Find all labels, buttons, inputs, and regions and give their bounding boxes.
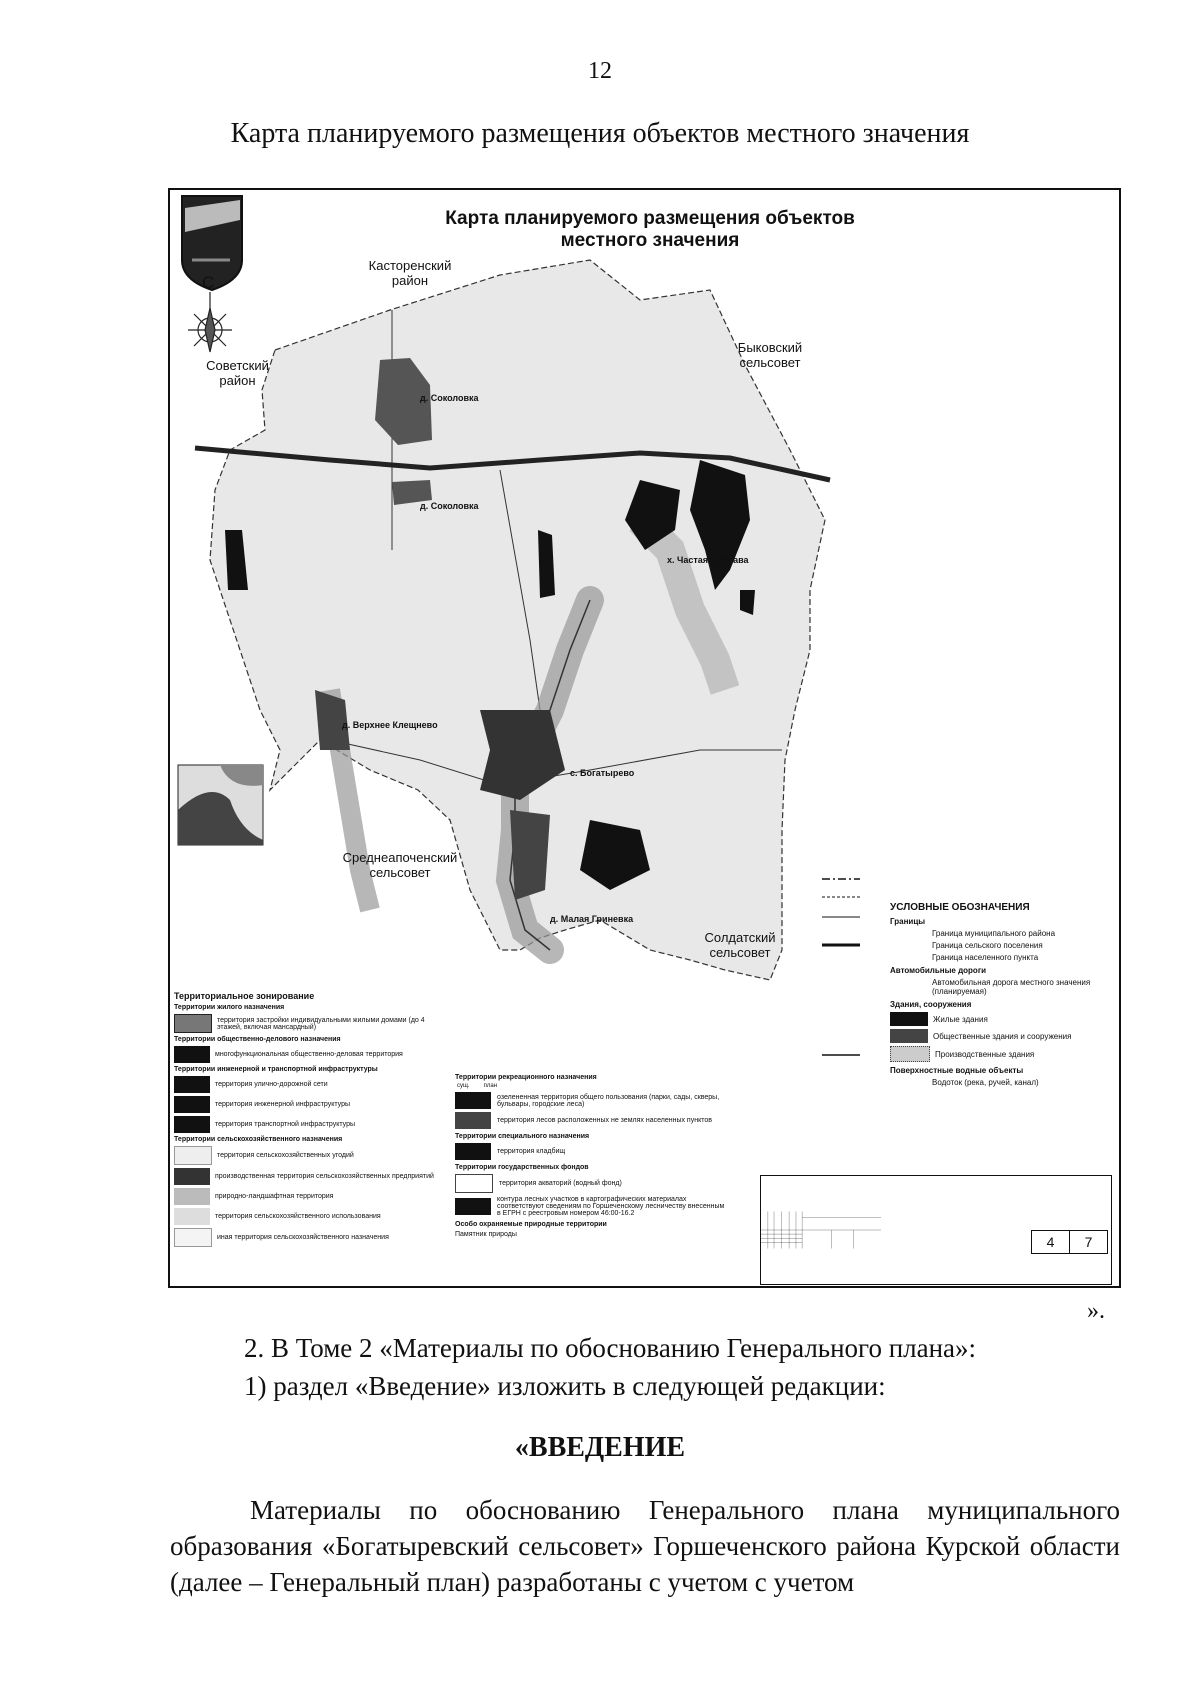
legend-item: иная территория сельскохозяйственного назначения (174, 1228, 444, 1247)
legend-item: Общественные здания и сооружения (890, 1029, 1110, 1043)
legend-title: Территориальное зонирование (174, 991, 315, 1001)
neighbor-label-sredneapochensky: Среднеапоченский сельсовет (342, 850, 458, 880)
legend-title: УСЛОВНЫЕ ОБОЗНАЧЕНИЯ (890, 902, 1030, 913)
title-block-stamp (760, 1175, 1112, 1285)
legend-item: Граница населенного пункта (932, 953, 1039, 962)
legend-section-header: Территории специального назначения (455, 1133, 590, 1140)
body-paragraph: Материалы по обоснованию Генерального плана муниципального образования «Богатыревский сельсовет» Горшеченского района Курской области (далее – Генеральный план) разработаны с учетом с учетом (170, 1495, 1120, 1597)
paragraph-item-2-1: 1) раздел «Введение» изложить в следующей редакции: (244, 1371, 886, 1401)
sheet-number: 4 (1046, 1234, 1055, 1250)
legend-item: Жилые здания (890, 1012, 1110, 1026)
map-figure (168, 188, 1121, 1288)
legend-main (890, 900, 1110, 1090)
settlement-label: д. Соколовка (420, 501, 479, 511)
legend-item: Граница муниципального района (932, 929, 1056, 938)
legend-other-zones (455, 1070, 725, 1241)
map-title-line: местного значения (560, 230, 740, 251)
legend-section-header: Территории сельскохозяйственного назначения (174, 1136, 343, 1143)
legend-item: производственная территория сельскохозяйственных предприятий (174, 1168, 444, 1185)
section-heading: «ВВЕДЕНИЕ (514, 1432, 686, 1463)
north-label: С (202, 273, 215, 292)
legend-item: территория сельскохозяйственных угодий (174, 1146, 444, 1165)
legend-section-header: Границы (890, 917, 926, 926)
closing-quote: ». (1087, 1298, 1105, 1324)
map-title-line: Карта планируемого размещения объектов (445, 208, 855, 229)
legend-column-header: план (483, 1083, 498, 1089)
legend-item: контура лесных участков в картографических материалах соответствуют сведениям по Горшеченскому лесничеству внесенным в ЕГРН с реестровым номером 46:00-16.2 (455, 1196, 725, 1217)
page-number: 12 (588, 58, 612, 84)
neighbor-label-bykovsky: Быковский сельсовет (737, 340, 803, 370)
settlement-label: д. Малая Гриневка (550, 914, 634, 924)
compass-rose-icon (188, 292, 232, 352)
paragraph-item-2: 2. В Томе 2 «Материалы по обоснованию Генерального плана»: (244, 1333, 977, 1363)
legend-item: Автомобильная дорога местного значения (планируемая) (932, 978, 1091, 996)
legend-column-header: сущ. (457, 1083, 470, 1089)
neighbor-label-kastorensky: Касторенский район (368, 258, 452, 288)
legend-item: территория транспортной инфраструктуры (174, 1116, 444, 1133)
legend-item: многофункциональная общественно-деловая территория (174, 1046, 444, 1063)
settlement-label: д. Соколовка (420, 393, 479, 403)
legend-item: территория застройки индивидуальными жилыми домами (до 4 этажей, включая мансардный) (174, 1014, 444, 1033)
settlement-label: с. Богатырево (570, 768, 635, 778)
legend-section-header: Территории государственных фондов (455, 1164, 589, 1171)
legend-section-header: Территории общественно-делового назначения (174, 1036, 341, 1043)
neighbor-label-soldatsky: Солдатский сельсовет (704, 930, 776, 960)
legend-item: природно-ландшафтная территория (174, 1188, 444, 1205)
legend-section-header: Территории рекреационного назначения (455, 1074, 597, 1081)
legend-item: Водоток (река, ручей, канал) (932, 1078, 1039, 1087)
legend-section-header: Автомобильные дороги (890, 966, 987, 975)
legend-item: территория кладбищ (455, 1143, 725, 1160)
document-title: Карта планируемого размещения объектов местного значения (230, 118, 970, 149)
legend-section-header: Поверхностные водные объекты (890, 1066, 1024, 1075)
sheet-numbers (1031, 1230, 1108, 1254)
stamp-grid (761, 1176, 881, 1284)
legend-section-header: Территории жилого назначения (174, 1004, 285, 1011)
legend-item: территория акваторий (водный фонд) (455, 1174, 725, 1193)
neighbor-label-sovetsky: Советский район (206, 358, 269, 388)
map-title (370, 208, 930, 252)
residential-zone (510, 810, 550, 900)
legend-section-header: Территории инженерной и транспортной инфраструктуры (174, 1066, 378, 1073)
legend-item: территория улично-дорожной сети (174, 1076, 444, 1093)
legend-line-samples (822, 879, 860, 1055)
legend-zoning (174, 990, 444, 1250)
legend-item: Производственные здания (890, 1046, 1110, 1062)
legend-item: Граница сельского поселения (932, 941, 1043, 950)
legend-item: Памятник природы (455, 1231, 517, 1238)
settlement-label: х. Частая Дубрава (667, 555, 749, 565)
sheet-count: 7 (1069, 1231, 1107, 1253)
legend-section-header: Особо охраняемые природные территории (455, 1221, 607, 1228)
settlement-label: д. Верхнее Клещнево (342, 720, 438, 730)
legend-item: озелененная территория общего пользования (парки, сады, скверы, бульвары, городские леса) (455, 1092, 725, 1109)
legend-item: территория инженерной инфраструктуры (174, 1096, 444, 1113)
legend-item: территория лесов расположенных не землях населенных пунктов (455, 1112, 725, 1129)
legend-item: территория сельскохозяйственного использования (174, 1208, 444, 1225)
inset-map (178, 765, 263, 845)
legend-section-header: Здания, сооружения (890, 1000, 972, 1009)
